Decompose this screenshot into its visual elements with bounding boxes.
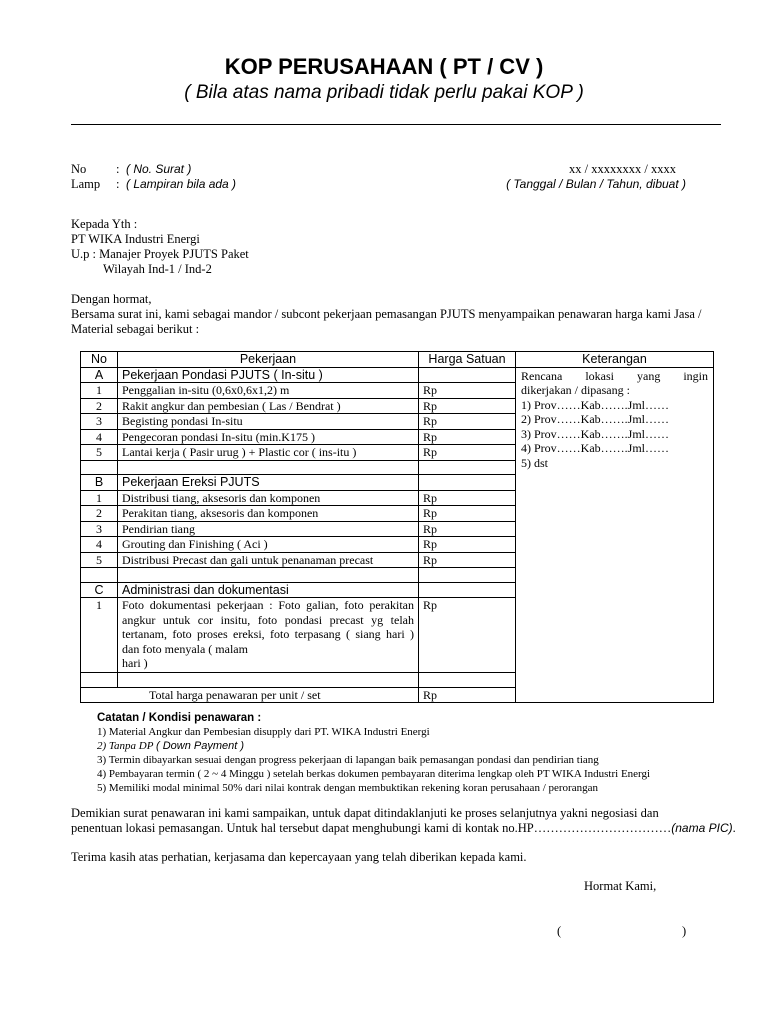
- date-code: xx / xxxxxxxx / xxxx: [569, 162, 676, 176]
- keterangan-item: 2) Prov……Kab…….Jml……: [521, 412, 669, 426]
- table-row-no: 4: [81, 537, 118, 553]
- table-row-item: Pendirian tiang: [118, 521, 419, 537]
- intro-line-2: Material sebagai berikut :: [71, 322, 200, 336]
- recipient-line-1: Kepada Yth :: [71, 217, 138, 231]
- table-row-price: Rp: [419, 383, 516, 399]
- section-a-title: Pekerjaan Pondasi PJUTS ( In-situ ): [118, 367, 419, 383]
- letterhead-subtitle: ( Bila atas nama pribadi tidak perlu pakai KOP ): [184, 82, 584, 103]
- table-row-no: 2: [81, 398, 118, 414]
- lamp-colon: :: [116, 177, 120, 191]
- total-price: Rp: [419, 687, 516, 703]
- table-row-no: 5: [81, 445, 118, 461]
- col-header-no: No: [81, 352, 118, 368]
- table-row-price: Rp: [419, 552, 516, 568]
- table-row-price: Rp: [419, 598, 516, 673]
- note-item-5: 5) Memiliki modal minimal 50% dari nilai kontrak dengan membuktikan rekening koran perusahaan / perorangan: [97, 782, 598, 794]
- note-item-4: 4) Pembayaran termin ( 2 ~ 4 Minggu ) setelah berkas dokumen pembayaran diterima lengkap oleh PT WIKA Industri Energi: [97, 768, 651, 780]
- note-item-1: 1) Material Angkur dan Pembesian disupply dari PT. WIKA Industri Energi: [97, 726, 430, 738]
- table-row-price: Rp: [419, 506, 516, 522]
- total-label: Total harga penawaran per unit / set: [81, 687, 419, 703]
- recipient-line-4: Wilayah Ind-1 / Ind-2: [103, 262, 212, 276]
- table-row-item: Pengecoran pondasi In-situ (min.K175 ): [118, 429, 419, 445]
- date-note: ( Tanggal / Bulan / Tahun, dibuat ): [506, 177, 686, 191]
- table-row-item: Lantai kerja ( Pasir urug ) + Plastic cor ( ins-itu ): [118, 445, 419, 461]
- col-header-keterangan: Keterangan: [516, 352, 714, 368]
- section-b-letter: B: [81, 475, 118, 491]
- notes-title: Catatan / Kondisi penawaran :: [97, 712, 262, 724]
- table-row-item: Begisting pondasi In-situ: [118, 414, 419, 430]
- note-item-2: 2) Tanpa DP ( Down Payment ): [97, 740, 245, 752]
- table-row-item: Foto dokumentasi pekerjaan : Foto galian, foto perakitan angkur untuk cor insitu, foto pondasi precast yg telah tertanam, foto proses ereksi, foto terpasang ( siang hari ) dan foto menyala ( malam hari ): [118, 598, 419, 673]
- section-c-letter: C: [81, 582, 118, 598]
- section-b-title: Pekerjaan Ereksi PJUTS: [118, 475, 419, 491]
- table-row-item: Rakit angkur dan pembesian ( Las / Bendrat ): [118, 398, 419, 414]
- regards-text: Hormat Kami,: [584, 879, 657, 893]
- no-value: ( No. Surat ): [126, 162, 192, 176]
- keterangan-item: 1) Prov……Kab…….Jml……: [521, 397, 669, 412]
- col-header-harga: Harga Satuan: [419, 352, 516, 368]
- table-row-no: 1: [81, 598, 118, 673]
- col-header-pekerjaan: Pekerjaan: [118, 352, 419, 368]
- offer-table: [80, 351, 714, 703]
- greeting: Dengan hormat,: [71, 292, 152, 306]
- table-row-price: Rp: [419, 445, 516, 461]
- lamp-label: Lamp: [71, 177, 101, 191]
- table-row-no: 1: [81, 383, 118, 399]
- signature-close-paren: ): [682, 924, 687, 938]
- no-label: No: [71, 162, 87, 176]
- recipient-line-2: PT WIKA Industri Energi: [71, 232, 200, 246]
- table-row-no: 3: [81, 414, 118, 430]
- table-row-no: 3: [81, 521, 118, 537]
- intro-line-1: Bersama surat ini, kami sebagai mandor / subcont pekerjaan pemasangan PJUTS menyampaikan penawaran harga kami Jasa /: [71, 307, 702, 321]
- closing-line-1: Demikian surat penawaran ini kami sampaikan, untuk dapat ditindaklanjuti ke proses selanjutnya yakni negosiasi dan: [71, 806, 659, 820]
- table-row-no: 1: [81, 490, 118, 506]
- table-row-no: 4: [81, 429, 118, 445]
- closing-line-2: penentuan lokasi pemasangan. Untuk hal tersebut dapat menghubungi kami di kontak no.HP……………………………(nama PIC).: [71, 821, 736, 835]
- keterangan-line-1: Rencana lokasi yang ingin: [521, 368, 708, 383]
- table-row-item: Distribusi Precast dan gali untuk penanaman precast: [118, 552, 419, 568]
- keterangan-item: 3) Prov……Kab…….Jml……: [521, 426, 669, 441]
- table-row-item: Penggalian in-situ (0,6x0,6x1,2) m: [118, 383, 419, 399]
- table-row-item: Perakitan tiang, aksesoris dan komponen: [118, 506, 419, 522]
- table-row-price: Rp: [419, 429, 516, 445]
- header-divider: [71, 124, 721, 125]
- keterangan-item: 5) dst: [521, 455, 548, 470]
- keterangan-line-2: dikerjakan / dipasang :: [521, 383, 630, 397]
- lamp-value: ( Lampiran bila ada ): [126, 177, 237, 191]
- table-row-price: Rp: [419, 490, 516, 506]
- table-row-item: Grouting dan Finishing ( Aci ): [118, 537, 419, 553]
- thanks-text: Terima kasih atas perhatian, kerjasama dan kepercayaan yang telah diberikan kepada kami.: [71, 850, 527, 864]
- table-row-price: Rp: [419, 398, 516, 414]
- table-row-no: 2: [81, 506, 118, 522]
- recipient-line-3: U.p : Manajer Proyek PJUTS Paket: [71, 247, 249, 261]
- signature-open-paren: (: [557, 924, 562, 938]
- table-row-price: Rp: [419, 521, 516, 537]
- table-row-price: Rp: [419, 537, 516, 553]
- notes-block: [97, 711, 650, 795]
- section-a-letter: A: [81, 367, 118, 383]
- section-c-title: Administrasi dan dokumentasi: [118, 582, 419, 598]
- letterhead-title: KOP PERUSAHAAN ( PT / CV ): [224, 54, 544, 79]
- table-row-no: 5: [81, 552, 118, 568]
- keterangan-item: 4) Prov……Kab…….Jml……: [521, 441, 669, 455]
- note-item-3: 3) Termin dibayarkan sesuai dengan progress pekerjaan di lapangan baik pemasangan pondasi dan pendirian tiang: [97, 754, 599, 766]
- table-row-item: Distribusi tiang, aksesoris dan komponen: [118, 490, 419, 506]
- table-row-price: Rp: [419, 414, 516, 430]
- no-colon: :: [116, 162, 120, 176]
- keterangan-cell: [516, 367, 714, 703]
